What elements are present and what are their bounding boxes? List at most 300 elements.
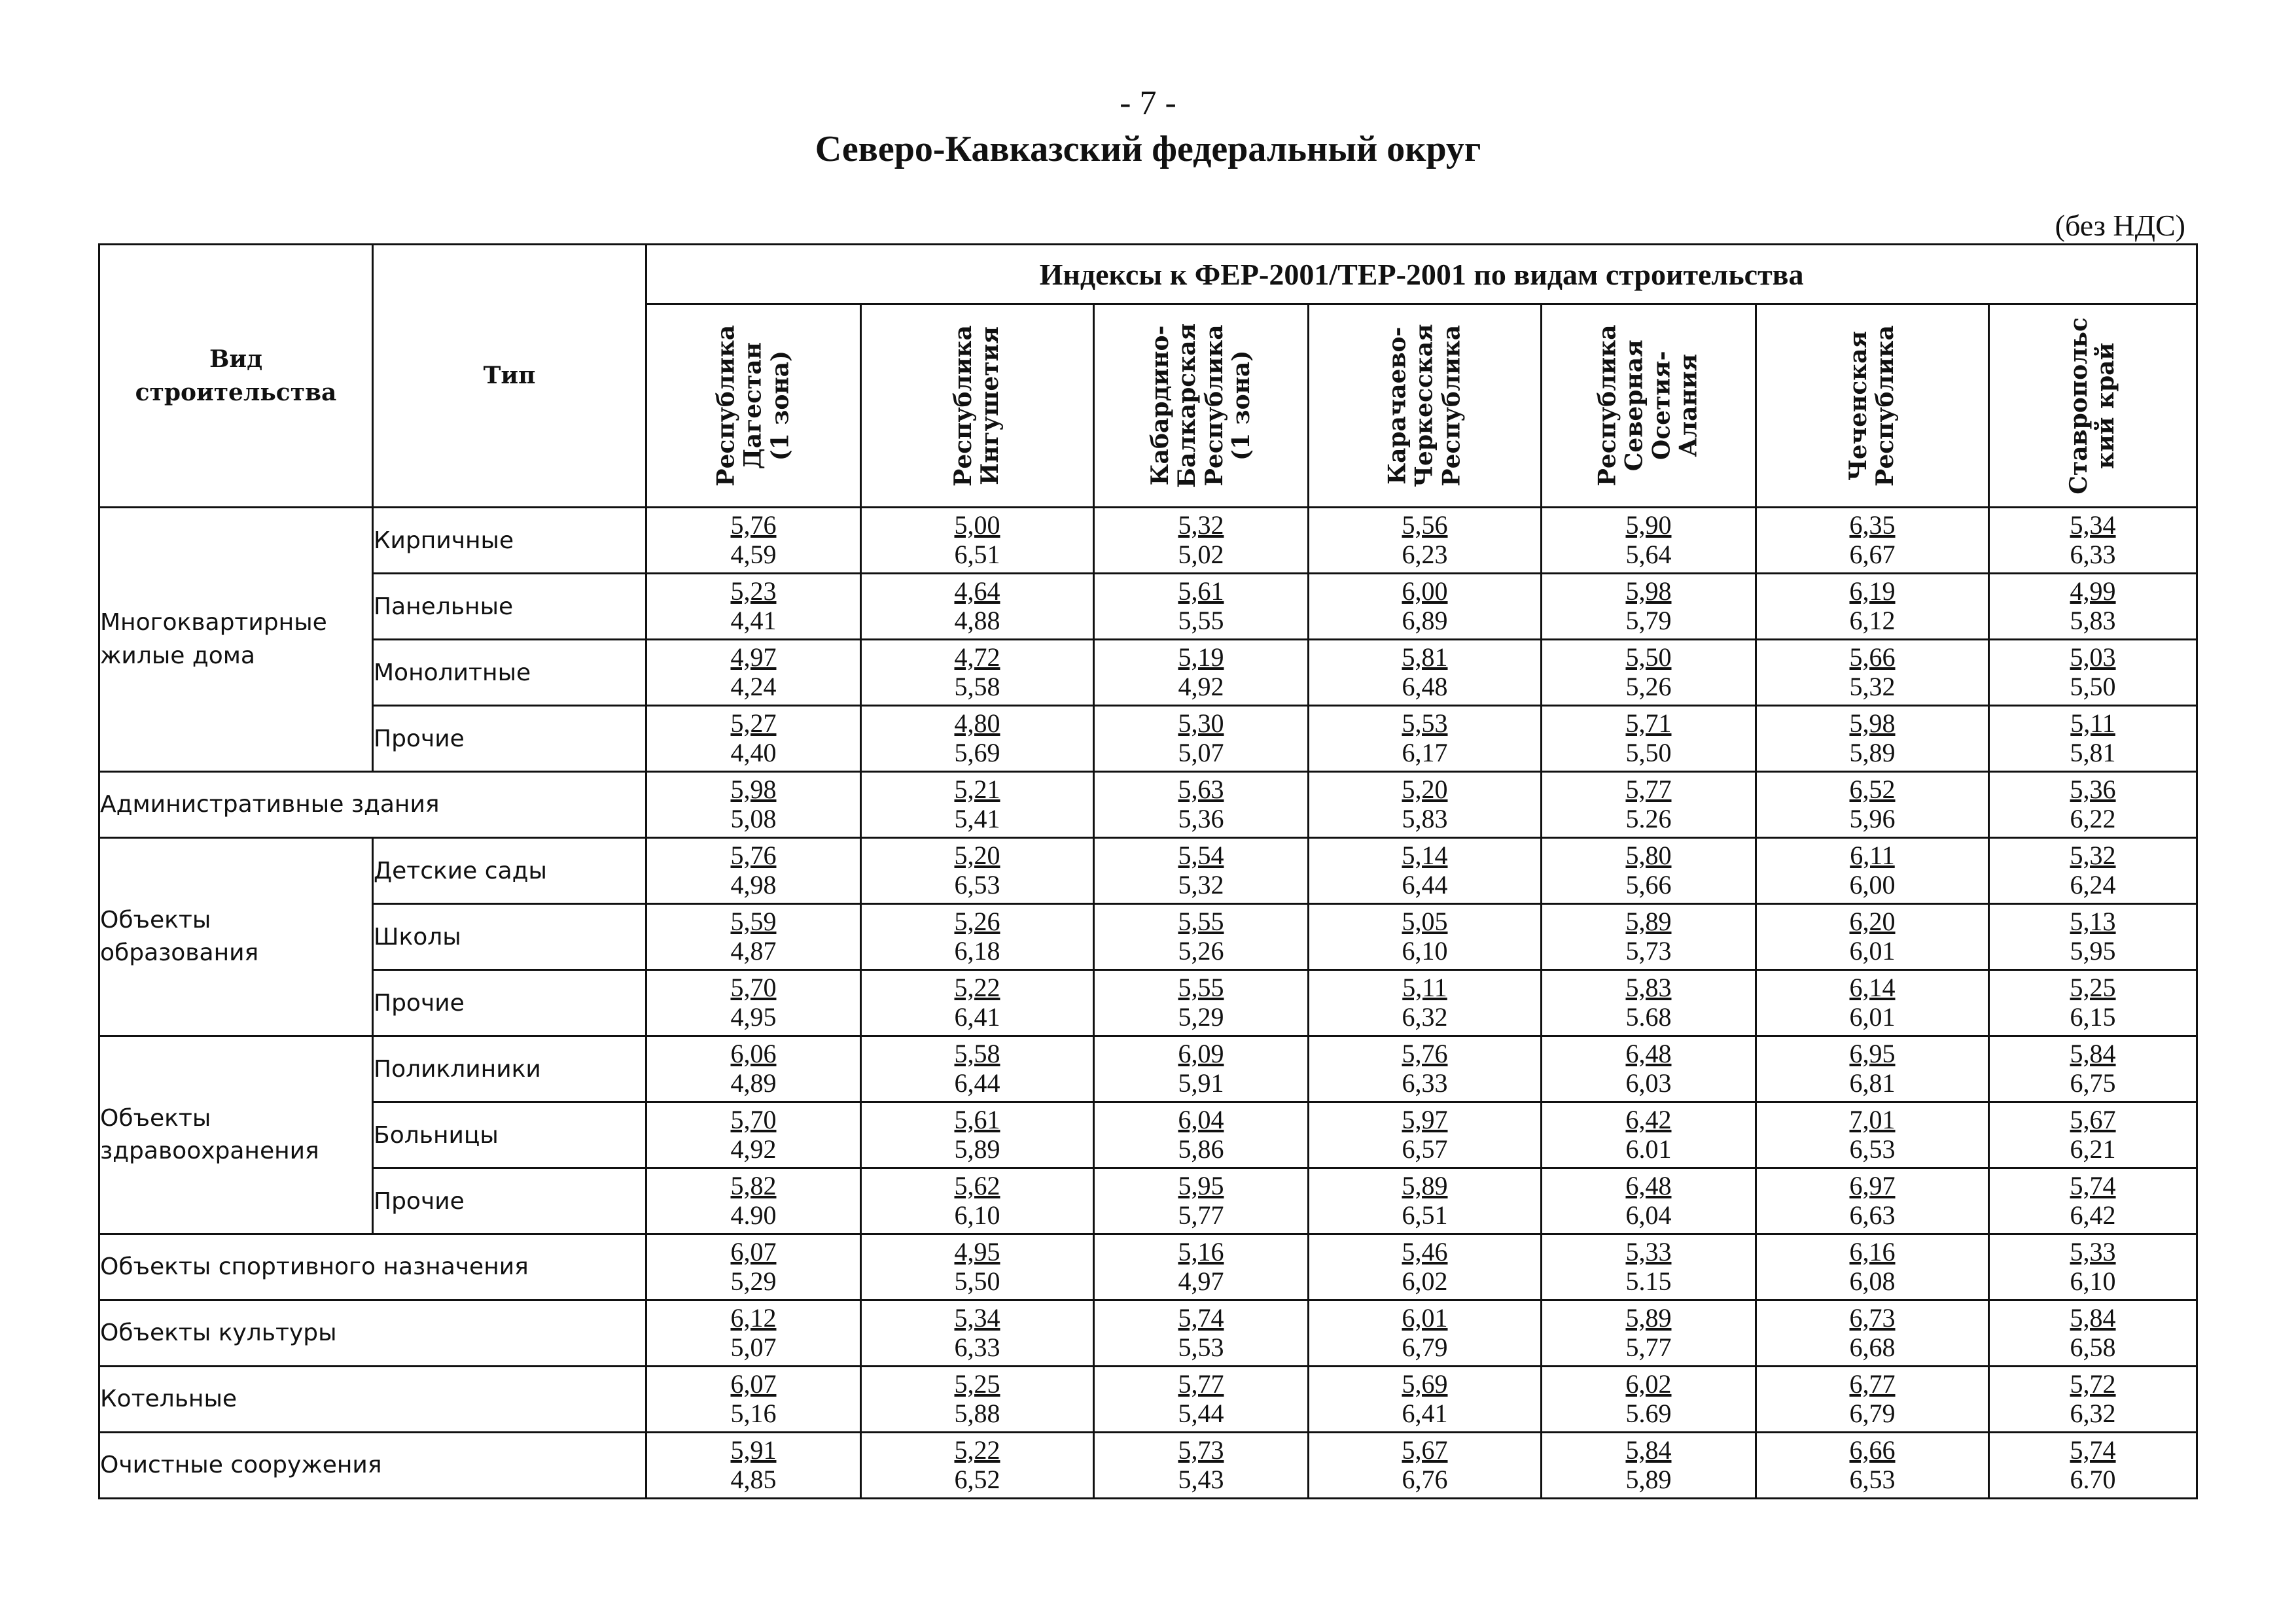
region-label bbox=[713, 325, 794, 487]
index-value-cell bbox=[1309, 970, 1542, 1036]
region-label-line: Дагестан bbox=[739, 341, 767, 470]
index-value-cell bbox=[1989, 1168, 2197, 1234]
fer-index-value: 5,25 bbox=[954, 1369, 1000, 1399]
ter-index-value: 5,32 bbox=[1849, 672, 1896, 701]
index-value-cell bbox=[1989, 508, 2197, 574]
region-label bbox=[2066, 317, 2120, 495]
index-value-cell bbox=[861, 1102, 1094, 1168]
header-kind bbox=[99, 245, 373, 508]
fer-index-value: 5,61 bbox=[1178, 576, 1224, 606]
ter-index-value: 6,41 bbox=[954, 1002, 1000, 1032]
index-value-cell bbox=[646, 706, 861, 772]
region-header bbox=[1094, 304, 1309, 508]
index-value-cell bbox=[1542, 574, 1756, 640]
ter-index-value: 6,33 bbox=[954, 1333, 1000, 1362]
index-value-cell bbox=[1309, 1234, 1542, 1300]
fer-index-value: 6,02 bbox=[1625, 1369, 1672, 1399]
index-value-cell bbox=[861, 838, 1094, 904]
fer-index-value: 6,09 bbox=[1178, 1039, 1224, 1069]
index-value-cell bbox=[1309, 904, 1542, 970]
type-cell: Больницы bbox=[373, 1102, 646, 1168]
ter-index-value: 6,01 bbox=[1849, 936, 1896, 966]
table-row bbox=[99, 904, 2197, 970]
fer-index-value: 5,33 bbox=[1625, 1237, 1672, 1267]
header-group: Индексы к ФЕР-2001/ТЕР-2001 по видам строительства bbox=[646, 245, 2197, 304]
index-value-cell bbox=[1309, 1367, 1542, 1433]
ter-index-value: 6,02 bbox=[1402, 1266, 1448, 1296]
fer-index-value: 5,73 bbox=[1178, 1435, 1224, 1465]
fer-index-value: 5,70 bbox=[730, 1105, 777, 1135]
category-cell bbox=[99, 772, 646, 838]
table-row bbox=[99, 838, 2197, 904]
index-value-cell bbox=[1094, 1102, 1309, 1168]
table-row bbox=[99, 574, 2197, 640]
fer-index-value: 5,32 bbox=[2070, 841, 2116, 871]
fer-index-value: 5,19 bbox=[1178, 642, 1224, 672]
fer-index-value: 5,21 bbox=[954, 775, 1000, 805]
category-line: здравоохранения bbox=[100, 1138, 319, 1164]
fer-index-value: 6,19 bbox=[1849, 576, 1896, 606]
table-row bbox=[99, 970, 2197, 1036]
index-value-cell bbox=[1309, 640, 1542, 706]
ter-index-value: 5,95 bbox=[2070, 936, 2116, 966]
ter-index-value: 6,68 bbox=[1849, 1333, 1896, 1362]
ter-index-value: 5,83 bbox=[2070, 606, 2116, 635]
page-number: - 7 - bbox=[1120, 84, 1176, 122]
fer-index-value: 6,77 bbox=[1849, 1369, 1896, 1399]
index-value-cell bbox=[1989, 1367, 2197, 1433]
ter-index-value: 6,08 bbox=[1849, 1266, 1896, 1296]
index-value-cell bbox=[1542, 970, 1756, 1036]
fer-index-value: 6,00 bbox=[1402, 576, 1448, 606]
fer-index-value: 5,61 bbox=[954, 1105, 1000, 1135]
index-value-cell bbox=[646, 1036, 861, 1102]
region-header bbox=[1756, 304, 1989, 508]
fer-index-value: 6,66 bbox=[1849, 1435, 1896, 1465]
fer-index-value: 4,64 bbox=[954, 576, 1000, 606]
category-cell bbox=[99, 1367, 646, 1433]
index-value-cell bbox=[1756, 640, 1989, 706]
ter-index-value: 5,81 bbox=[2070, 738, 2116, 767]
ter-index-value: 5.15 bbox=[1625, 1266, 1672, 1296]
index-value-cell bbox=[1094, 508, 1309, 574]
ter-index-value: 5,44 bbox=[1178, 1399, 1224, 1428]
region-label-line: Республика bbox=[949, 324, 978, 487]
fer-index-value: 5,84 bbox=[2070, 1039, 2116, 1069]
region-label-line: (1 зона) bbox=[766, 350, 794, 461]
index-value-cell bbox=[861, 508, 1094, 574]
fer-index-value: 5,89 bbox=[1625, 907, 1672, 937]
ter-index-value: 5,32 bbox=[1178, 870, 1224, 899]
fer-index-value: 5,54 bbox=[1178, 841, 1224, 871]
table-row bbox=[99, 706, 2197, 772]
ter-index-value: 6,81 bbox=[1849, 1068, 1896, 1098]
ter-index-value: 6,10 bbox=[1402, 936, 1448, 966]
fer-index-value: 6,73 bbox=[1849, 1303, 1896, 1333]
index-value-cell bbox=[1756, 1102, 1989, 1168]
index-value-cell bbox=[1309, 1168, 1542, 1234]
index-value-cell bbox=[646, 574, 861, 640]
index-value-cell bbox=[1756, 574, 1989, 640]
region-label-line: Карачаево- bbox=[1383, 326, 1411, 485]
ter-index-value: 6,17 bbox=[1402, 738, 1448, 767]
fer-index-value: 5,62 bbox=[954, 1171, 1000, 1201]
table-row bbox=[99, 1036, 2197, 1102]
index-value-cell bbox=[861, 970, 1094, 1036]
region-label-line: Республика bbox=[1871, 324, 1899, 487]
ter-index-value: 5,69 bbox=[954, 738, 1000, 767]
ter-index-value: 6,03 bbox=[1625, 1068, 1672, 1098]
index-value-cell bbox=[861, 706, 1094, 772]
fer-index-value: 5,20 bbox=[954, 841, 1000, 871]
ter-index-value: 5,36 bbox=[1178, 804, 1224, 833]
fer-index-value: 5,20 bbox=[1402, 775, 1448, 805]
fer-index-value: 6,14 bbox=[1849, 973, 1896, 1003]
region-label-line: Северная bbox=[1621, 340, 1649, 472]
fer-index-value: 5,89 bbox=[1625, 1303, 1672, 1333]
ter-index-value: 6,89 bbox=[1402, 606, 1448, 635]
region-label bbox=[1147, 323, 1256, 488]
ter-index-value: 4,40 bbox=[730, 738, 777, 767]
region-label-line: Республика bbox=[712, 324, 740, 487]
index-value-cell bbox=[1542, 1367, 1756, 1433]
fer-index-value: 6,95 bbox=[1849, 1039, 1896, 1069]
index-value-cell bbox=[1309, 706, 1542, 772]
ter-index-value: 5,96 bbox=[1849, 804, 1896, 833]
fer-index-value: 5,03 bbox=[2070, 642, 2116, 672]
fer-index-value: 5,74 bbox=[2070, 1171, 2116, 1201]
category-line: жилые дома bbox=[100, 642, 255, 669]
fer-index-value: 6,48 bbox=[1625, 1039, 1672, 1069]
fer-index-value: 5,76 bbox=[730, 841, 777, 871]
index-value-cell bbox=[1756, 904, 1989, 970]
fer-index-value: 5,89 bbox=[1402, 1171, 1448, 1201]
index-value-cell bbox=[861, 904, 1094, 970]
index-value-cell bbox=[646, 1367, 861, 1433]
index-value-cell bbox=[1542, 904, 1756, 970]
fer-index-value: 4,95 bbox=[954, 1237, 1000, 1267]
fer-index-value: 5,71 bbox=[1625, 708, 1672, 739]
ter-index-value: 6,75 bbox=[2070, 1068, 2116, 1098]
ter-index-value: 5,02 bbox=[1178, 540, 1224, 569]
category-cell bbox=[99, 838, 373, 1036]
ter-index-value: 4,41 bbox=[730, 606, 777, 635]
fer-index-value: 5,91 bbox=[730, 1435, 777, 1465]
ter-index-value: 5,89 bbox=[1625, 1465, 1672, 1494]
index-value-cell bbox=[646, 640, 861, 706]
ter-index-value: 6,79 bbox=[1402, 1333, 1448, 1362]
ter-index-value: 6,63 bbox=[1849, 1200, 1896, 1230]
ter-index-value: 6.01 bbox=[1625, 1134, 1672, 1164]
vat-note: (без НДС) bbox=[2055, 209, 2185, 242]
fer-index-value: 5,50 bbox=[1625, 642, 1672, 672]
region-header bbox=[646, 304, 861, 508]
region-label bbox=[1845, 325, 1899, 487]
fer-index-value: 5,74 bbox=[1178, 1303, 1224, 1333]
fer-index-value: 5,83 bbox=[1625, 973, 1672, 1003]
ter-index-value: 5,77 bbox=[1178, 1200, 1224, 1230]
index-value-cell bbox=[1094, 1367, 1309, 1433]
fer-index-value: 6,97 bbox=[1849, 1171, 1896, 1201]
index-value-cell bbox=[1989, 904, 2197, 970]
index-value-cell bbox=[1542, 838, 1756, 904]
table-row bbox=[99, 1300, 2197, 1367]
region-label-line: кий край bbox=[2092, 342, 2120, 469]
region-label bbox=[1384, 324, 1465, 487]
region-label bbox=[950, 325, 1004, 487]
ter-index-value: 5,53 bbox=[1178, 1333, 1224, 1362]
region-label-line: (1 зона) bbox=[1227, 350, 1255, 461]
index-value-cell bbox=[646, 970, 861, 1036]
fer-index-value: 5,98 bbox=[1625, 576, 1672, 606]
category-line: Объекты bbox=[100, 906, 211, 934]
fer-index-value: 4,99 bbox=[2070, 576, 2116, 606]
ter-index-value: 5,83 bbox=[1402, 804, 1448, 833]
fer-index-value: 5,77 bbox=[1625, 775, 1672, 805]
index-value-cell bbox=[1309, 838, 1542, 904]
fer-index-value: 4,72 bbox=[954, 642, 1000, 672]
ter-index-value: 6,57 bbox=[1402, 1134, 1448, 1164]
fer-index-value: 6,06 bbox=[730, 1039, 777, 1069]
region-label-line: Осетия- bbox=[1648, 351, 1676, 461]
table-row bbox=[99, 1168, 2197, 1234]
fer-index-value: 5,67 bbox=[1402, 1435, 1448, 1465]
ter-index-value: 6.70 bbox=[2070, 1465, 2116, 1494]
table-row bbox=[99, 772, 2197, 838]
region-label-line: Ставропольс bbox=[2065, 317, 2093, 495]
index-value-cell bbox=[1094, 1433, 1309, 1499]
fer-index-value: 5,26 bbox=[954, 907, 1000, 937]
ter-index-value: 6,76 bbox=[1402, 1465, 1448, 1494]
fer-index-value: 5,16 bbox=[1178, 1237, 1224, 1267]
table-row bbox=[99, 1234, 2197, 1300]
ter-index-value: 4,89 bbox=[730, 1068, 777, 1098]
type-cell: Панельные bbox=[373, 574, 646, 640]
index-value-cell bbox=[1542, 1036, 1756, 1102]
ter-index-value: 6,32 bbox=[2070, 1399, 2116, 1428]
index-value-cell bbox=[1542, 1433, 1756, 1499]
fer-index-value: 5,33 bbox=[2070, 1237, 2116, 1267]
fer-index-value: 5,66 bbox=[1849, 642, 1896, 672]
ter-index-value: 6,33 bbox=[1402, 1068, 1448, 1098]
ter-index-value: 4,87 bbox=[730, 936, 777, 966]
fer-index-value: 7,01 bbox=[1849, 1105, 1896, 1135]
index-value-cell bbox=[1989, 772, 2197, 838]
fer-index-value: 6,07 bbox=[730, 1237, 777, 1267]
fer-index-value: 5,58 bbox=[954, 1039, 1000, 1069]
index-value-cell bbox=[861, 1300, 1094, 1367]
index-value-cell bbox=[1309, 1036, 1542, 1102]
fer-index-value: 5,80 bbox=[1625, 841, 1672, 871]
index-value-cell bbox=[646, 508, 861, 574]
index-value-cell bbox=[646, 1102, 861, 1168]
table-row bbox=[99, 1433, 2197, 1499]
region-label-line: Кабардино- bbox=[1146, 325, 1174, 486]
fer-index-value: 5,77 bbox=[1178, 1369, 1224, 1399]
ter-index-value: 5,86 bbox=[1178, 1134, 1224, 1164]
index-value-cell bbox=[1756, 772, 1989, 838]
ter-index-value: 6,33 bbox=[2070, 540, 2116, 569]
region-label-line: Республика bbox=[1438, 324, 1466, 487]
index-value-cell bbox=[1309, 574, 1542, 640]
ter-index-value: 6,53 bbox=[954, 870, 1000, 899]
fer-index-value: 6,11 bbox=[1850, 841, 1895, 871]
ter-index-value: 5,88 bbox=[954, 1399, 1000, 1428]
fer-index-value: 5,74 bbox=[2070, 1435, 2116, 1465]
ter-index-value: 6,32 bbox=[1402, 1002, 1448, 1032]
category-cell bbox=[99, 1300, 646, 1367]
index-value-cell bbox=[1542, 1300, 1756, 1367]
index-value-cell bbox=[1309, 508, 1542, 574]
ter-index-value: 5,58 bbox=[954, 672, 1000, 701]
fer-index-value: 6,01 bbox=[1402, 1303, 1448, 1333]
ter-index-value: 5,41 bbox=[954, 804, 1000, 833]
index-value-cell bbox=[1756, 1234, 1989, 1300]
region-label-line: Алания bbox=[1674, 354, 1703, 457]
ter-index-value: 4,88 bbox=[954, 606, 1000, 635]
fer-index-value: 5,32 bbox=[1178, 510, 1224, 540]
index-value-cell bbox=[1094, 1168, 1309, 1234]
index-value-cell bbox=[1094, 640, 1309, 706]
ter-index-value: 6,58 bbox=[2070, 1333, 2116, 1362]
region-header bbox=[1989, 304, 2197, 508]
index-value-cell bbox=[1094, 772, 1309, 838]
region-label bbox=[1595, 325, 1703, 487]
ter-index-value: 5,89 bbox=[1849, 738, 1896, 767]
type-cell: Прочие bbox=[373, 1168, 646, 1234]
ter-index-value: 6,23 bbox=[1402, 540, 1448, 569]
table-row bbox=[99, 1367, 2197, 1433]
header-kind-line: Вид bbox=[209, 345, 263, 374]
fer-index-value: 5,34 bbox=[954, 1303, 1000, 1333]
page-title: Северо-Кавказский федеральный округ bbox=[815, 129, 1481, 169]
fer-index-value: 5,23 bbox=[730, 576, 777, 606]
index-value-cell bbox=[1542, 640, 1756, 706]
index-value-cell bbox=[1989, 706, 2197, 772]
ter-index-value: 5,26 bbox=[1625, 672, 1672, 701]
fer-index-value: 5,27 bbox=[730, 708, 777, 739]
category-cell bbox=[99, 508, 373, 772]
fer-index-value: 4,80 bbox=[954, 708, 1000, 739]
table-row bbox=[99, 1102, 2197, 1168]
index-value-cell bbox=[1542, 508, 1756, 574]
ter-index-value: 5,89 bbox=[954, 1134, 1000, 1164]
fer-index-value: 5,14 bbox=[1402, 841, 1448, 871]
index-value-cell bbox=[861, 574, 1094, 640]
fer-index-value: 6,16 bbox=[1849, 1237, 1896, 1267]
index-value-cell bbox=[1989, 838, 2197, 904]
fer-index-value: 6,12 bbox=[730, 1303, 777, 1333]
ter-index-value: 6,79 bbox=[1849, 1399, 1896, 1428]
ter-index-value: 6,10 bbox=[2070, 1266, 2116, 1296]
ter-index-value: 5,07 bbox=[730, 1333, 777, 1362]
region-header bbox=[861, 304, 1094, 508]
fer-index-value: 5,46 bbox=[1402, 1237, 1448, 1267]
ter-index-value: 5,29 bbox=[1178, 1002, 1224, 1032]
index-value-cell bbox=[646, 1433, 861, 1499]
index-value-cell bbox=[1989, 1036, 2197, 1102]
fer-index-value: 5,56 bbox=[1402, 510, 1448, 540]
ter-index-value: 5,73 bbox=[1625, 936, 1672, 966]
index-value-cell bbox=[1094, 1300, 1309, 1367]
fer-index-value: 4,97 bbox=[730, 642, 777, 672]
index-value-cell bbox=[1094, 706, 1309, 772]
fer-index-value: 5,53 bbox=[1402, 708, 1448, 739]
index-value-cell bbox=[646, 1234, 861, 1300]
fer-index-value: 5,98 bbox=[1849, 708, 1896, 739]
index-value-cell bbox=[1756, 838, 1989, 904]
index-value-cell bbox=[1989, 1300, 2197, 1367]
ter-index-value: 5,91 bbox=[1178, 1068, 1224, 1098]
ter-index-value: 6,24 bbox=[2070, 870, 2116, 899]
category-line: Объекты культуры bbox=[100, 1319, 337, 1346]
table-row bbox=[99, 640, 2197, 706]
region-label-line: Республика bbox=[1200, 324, 1228, 487]
ter-index-value: 5,77 bbox=[1625, 1333, 1672, 1362]
index-value-cell bbox=[1989, 970, 2197, 1036]
fer-index-value: 5,11 bbox=[2070, 708, 2115, 739]
index-value-cell bbox=[1756, 1367, 1989, 1433]
category-line: Объекты bbox=[100, 1104, 211, 1132]
index-value-cell bbox=[1094, 1234, 1309, 1300]
fer-index-value: 5,55 bbox=[1178, 973, 1224, 1003]
ter-index-value: 6,41 bbox=[1402, 1399, 1448, 1428]
ter-index-value: 4,95 bbox=[730, 1002, 777, 1032]
index-value-cell bbox=[1309, 772, 1542, 838]
ter-index-value: 5,29 bbox=[730, 1266, 777, 1296]
index-value-cell bbox=[1989, 1433, 2197, 1499]
index-value-cell bbox=[1094, 970, 1309, 1036]
ter-index-value: 5,66 bbox=[1625, 870, 1672, 899]
ter-index-value: 6,12 bbox=[1849, 606, 1896, 635]
fer-index-value: 5,34 bbox=[2070, 510, 2116, 540]
ter-index-value: 6,21 bbox=[2070, 1134, 2116, 1164]
index-value-cell bbox=[1756, 1168, 1989, 1234]
fer-index-value: 5,13 bbox=[2070, 907, 2116, 937]
fer-index-value: 6,07 bbox=[730, 1369, 777, 1399]
ter-index-value: 6,44 bbox=[1402, 870, 1448, 899]
fer-index-value: 5,00 bbox=[954, 510, 1000, 540]
ter-index-value: 6,52 bbox=[954, 1465, 1000, 1494]
ter-index-value: 6,00 bbox=[1849, 870, 1896, 899]
table-body bbox=[99, 508, 2197, 1499]
fer-index-value: 5,81 bbox=[1402, 642, 1448, 672]
region-label-line: Чеченская bbox=[1845, 330, 1873, 481]
index-value-cell bbox=[1756, 1433, 1989, 1499]
index-value-cell bbox=[1756, 1036, 1989, 1102]
ter-index-value: 5,64 bbox=[1625, 540, 1672, 569]
ter-index-value: 5,79 bbox=[1625, 606, 1672, 635]
fer-index-value: 6,35 bbox=[1849, 510, 1896, 540]
index-value-cell bbox=[646, 1300, 861, 1367]
index-value-cell bbox=[1756, 706, 1989, 772]
index-value-cell bbox=[1542, 1234, 1756, 1300]
fer-index-value: 5,11 bbox=[1402, 973, 1447, 1003]
category-line: Очистные сооружения bbox=[100, 1451, 382, 1478]
region-label-line: Черкесская bbox=[1410, 324, 1438, 487]
fer-index-value: 5,55 bbox=[1178, 907, 1224, 937]
index-value-cell bbox=[861, 1168, 1094, 1234]
fer-index-value: 5,76 bbox=[730, 510, 777, 540]
fer-index-value: 5,98 bbox=[730, 775, 777, 805]
type-cell: Монолитные bbox=[373, 640, 646, 706]
fer-index-value: 5,95 bbox=[1178, 1171, 1224, 1201]
index-value-cell bbox=[646, 904, 861, 970]
fer-index-value: 6,04 bbox=[1178, 1105, 1224, 1135]
ter-index-value: 6,10 bbox=[954, 1200, 1000, 1230]
ter-index-value: 4,98 bbox=[730, 870, 777, 899]
category-cell bbox=[99, 1036, 373, 1234]
